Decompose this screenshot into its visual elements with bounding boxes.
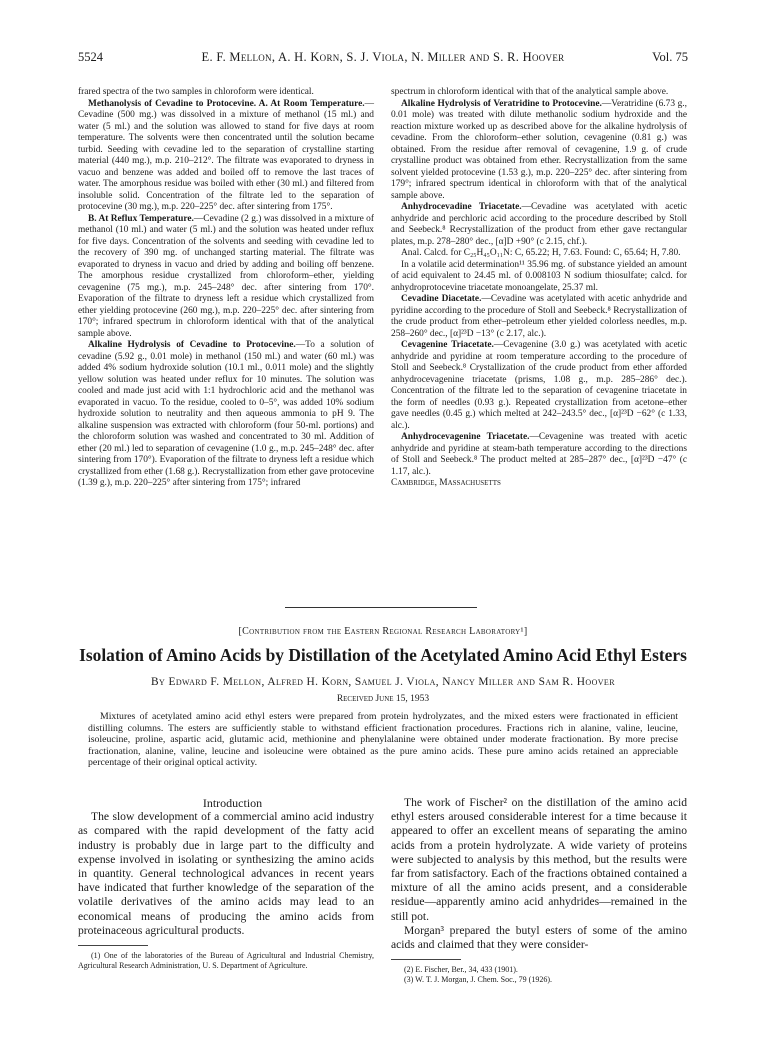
paragraph: Methanolysis of Cevadine to Protocevine. A. At Room Temperature.—Cevadine (500 mg.) was dissolved in a mixture of methanol (15 ml.) and water (5 ml.) and the solution was allowed to stand for five days at room temperature. The solvents were then concentrated until the solution became turbid. Seeding with cevadine led to the separation of crystalline starting material (440 mg.), m.p. 210–212°. The filtrate was evaporated to dryness in vacuo and benzene was added and boiled off to remove the last traces of water. The amorphous residue was boiled with ether (30 ml.) and filtered from insoluble solid. Concentration of the filtrate led to the separation of protocevine (30 mg.), m.p. 220–225° dec. after sintering from 175°. [78,98,374,212]
received-date: Received June 15, 1953 [336,694,430,704]
article-title: Isolation of Amino Acids by Distillation of the Acetylated Amino Acid Ethyl Esters [79,645,687,665]
paragraph: Cevadine Diacetate.—Cevadine was acetylated with acetic anhydride and pyridine according to the procedure of Stoll and Seebeck.⁸ Recrystallization of the crude product from ether–petroleum ether yielded colorless needles, m.p. 258–260° dec., [α]²³D −13° (c 2.17, alc.). [391,294,687,339]
paragraph: Anhydrocevagenine Triacetate.—Cevagenine was treated with acetic anhydride and pyridine at steam-bath temperature according to the directions of Stoll and Seebeck.⁸ The product melted at 285–287° dec., [α]²³D −47° (c 1.17, alc.). [391,432,687,477]
footnote-divider [78,945,148,946]
paragraph: Morgan³ prepared the butyl esters of some of the amino acids and claimed that they were consider- [391,923,687,952]
page-number: 5524 [78,50,103,64]
right-column [391,87,687,490]
location-signoff: Cambridge, Massachusetts [391,478,501,488]
paragraph: Cevagenine Triacetate.—Cevagenine (3.0 g.) was acetylated with acetic anhydride and pyridine at room temperature according to the procedure of Stoll and Seebeck.⁸ Crystallization of the crude product from ether afforded anhydrocevagenine triacetate (prisms, 1.08 g., m.p. 285–286° dec.). Concentration of the filtrate led to the separation of cevagenine triacetate in the form of needles (0.93 g.). Repeated crystallization from acetone–ether gave needles (0.45 g.) which melted at 242–243.5° dec., [α]²³D −62° (c 1.33, alc.). [391,340,687,431]
running-title: E. F. Mellon, A. H. Korn, S. J. Viola, N. Miller and S. R. Hoover [201,50,565,64]
left-column [78,87,374,490]
paragraph: spectrum in chloroform identical with that of the analytical sample above. [391,87,669,97]
section-heading: Introduction [202,796,263,810]
paragraph: In a volatile acid determination¹¹ 35.96 mg. of substance yielded an amount of acid equivalent to 24.45 ml. of 0.008103 N sodium thiosulfate; calcd. for anhydroprotocevine triacetate monoangelate, 25.37 ml. [391,259,687,293]
paragraph: Alkaline Hydrolysis of Cevadine to Protocevine.—To a solution of cevadine (5.92 g., 0.01 mole) in methanol (150 ml.) and water (60 ml.) was added 4% sodium hydroxide solution (10.1 ml., 0.011 mole) and the slightly yellow solution was heated under reflux for 10 minutes. The solution was cooled and made just acid with 1:1 hydrochloric acid and the methanol was evaporated in vacuo. To the residue, cooled to 0–5°, was added 10% sodium hydroxide solution to neutrality and then aqueous ammonia to pH 9. The alkaline suspension was extracted with chloroform (four 50-ml. portions) and the chloroform solution was washed and concentrated to 30 ml. Addition of ether (20 ml.) led to separation of cevagenine (1.0 g., m.p. 245–248° dec. after sintering from 170°). Evaporation of the filtrate to dryness left a residue which crystallized from ether (1.68 g.). Recrystallization from ether gave protocevine (1.39 g.), m.p. 220–225° after sintering from 175°; infrared [78,340,374,488]
footnote: (3) W. T. J. Morgan, J. Chem. Soc., 79 (1926). [404,975,552,985]
intro-right-column [391,796,687,985]
footnote-divider [391,959,461,960]
intro-left-column [78,796,374,971]
paragraph: frared spectra of the two samples in chloroform were identical. [78,87,314,97]
paragraph: Anhydrocevadine Triacetate.—Cevadine was acetylated with acetic anhydride and perchloric acid according to the procedure described by Stoll and Seebeck.⁸ Recrystallization of the product from ether gave rectangular plates, m.p. 278–280° dec., [α]D +90° (c 2.15, chf.). [391,202,687,247]
paragraph: B. At Reflux Temperature.—Cevadine (2 g.) was dissolved in a mixture of methanol (10 ml.) and water (5 ml.) and the solution was heated under reflux for five days. Concentration of the solvents and seeding with cevadine led to the recovery of 390 mg. of unchanged starting material. The filtrate was evaporated to dryness in vacuo and dried by adding and boiling off benzene. The amorphous residue crystallized from chloroform–ether, yielding cevagenine (75 mg.), m.p. 245–248° dec. after sintering from 170°. Evaporation of the filtrate to dryness left a residue which crystallized from ether yielding protocevine (260 mg.), m.p. 220–225° dec. after sintering from 170°; infrared spectrum in chloroform identical with that of the analytical sample above. [78,213,374,339]
paragraph: Alkaline Hydrolysis of Veratridine to Protocevine.—Veratridine (6.73 g., 0.01 mole) was treated with dilute methanolic sodium hydroxide and the reaction mixture worked up as described above for the alkaline hydrolysis of cevadine. From the chloroform–ether solution, cevagenine (0.81 g.) was obtained. From the residue after removal of cevagenine, 1.9 g. of crude crystalline product was obtained from ether. Recrystallization from the same solvent yielded protocevine (1.53 g.), m.p. 220–225° dec. after sintering from 179°; infrared spectrum identical in chloroform with that of the analytical sample above. [391,98,687,201]
running-header [78,50,688,66]
contribution-line: [Contribution from the Eastern Regional Research Laboratory¹] [238,626,528,637]
paragraph: The slow development of a commercial amino acid industry as compared with the rapid development of the fatty acid industry is probably due in large part to the difficulty and expense involved in isolating or synthesizing the amino acids in quantity. General technological advances in recent years have indicated that further knowledge of the separation of the volatile derivatives of the amino acids may lead to an economical means of producing the amino acids from proteinaceous agricultural products. [78,810,374,937]
section-divider [285,607,477,608]
abstract: Mixtures of acetylated amino acid ethyl esters were prepared from protein hydrolyzates, and the mixed esters were fractionated in efficient distilling columns. The esters are sufficiently stable to withstand efficient fractionation procedures. Fractions rich in alanine, valine, leucine, isoleucine, proline, aspartic acid, glutamic acid, methionine and phenylalanine were obtained under moderate fractionation. By more precise fractionation, alanine, valine, leucine and isoleucine were obtained as the pure amino acids. These pure amino acids retained an appreciable percentage of their original optical activity. [88,711,678,769]
volume-number: Vol. 75 [652,50,688,64]
paragraph: The work of Fischer² on the distillation of the amino acid ethyl esters aroused considerable interest for a time because it appeared to offer an excellent means of separating the amino acids from a protein hydrolyzate. A wide variety of proteins were subjected to analysis by this method, but the results were far from satisfactory. Each of the fractions obtained contained a mixture of all the amino acids present, and a considerable residue—apparently amino acid anhydrides—remained in the still pot. [391,796,687,923]
footnote: (1) One of the laboratories of the Bureau of Agricultural and Industrial Chemistry, Agricultural Research Administration, U. S. Department of Agriculture. [78,951,374,971]
analysis-line: Anal. Calcd. for C₂₅H₄₅O₁₁N: C, 65.22; H, 7.63. Found: C, 65.64; H, 7.80. [401,248,681,258]
author-line: By Edward F. Mellon, Alfred H. Korn, Samuel J. Viola, Nancy Miller and Sam R. Hoover [151,676,615,688]
footnote: (2) E. Fischer, Ber., 34, 433 (1901). [404,965,518,975]
